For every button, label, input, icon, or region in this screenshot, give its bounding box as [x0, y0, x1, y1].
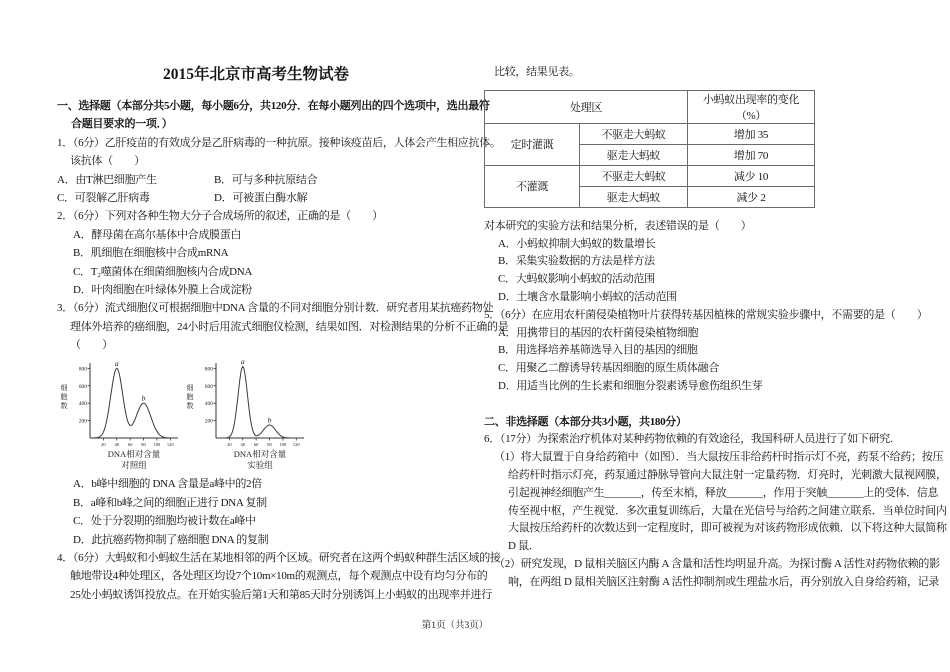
- figure-flow-cytometry: [57, 358, 475, 472]
- text-line: D．土壤含水量影响小蚂蚁的活动范围: [498, 290, 677, 303]
- svg-text:b: b: [267, 415, 272, 425]
- text-line: B．用选择培养基筛选导入目的基因的细胞: [498, 344, 698, 357]
- svg-text:20: 20: [227, 442, 232, 448]
- table-row: [485, 90, 815, 123]
- right-text-main: [484, 218, 947, 592]
- text-line: 6．（17分）为探索治疗机体对某种药物依赖的有效途径，我国科研人员进行了如下研究.: [484, 433, 893, 446]
- text-line: 触地带设4种处理区，各处理区均设7个10m×10m的观测点，每个观测点中设有均匀分布的: [70, 570, 488, 583]
- table-cell: 增加 70: [688, 144, 815, 165]
- text-line: [484, 396, 916, 414]
- svg-text:40: 40: [240, 442, 246, 448]
- svg-text:数: 数: [60, 402, 68, 411]
- text-line: 对本研究的实验方法和结果分析，表述错误的是（ ）: [484, 219, 752, 232]
- option-text: C．可裂解乙肝病毒: [57, 191, 150, 204]
- svg-text:60: 60: [127, 442, 133, 448]
- left-text-top: [57, 97, 509, 354]
- svg-text:120: 120: [292, 442, 300, 448]
- text-line: 3．（6分）流式细胞仪可根据细胞中DNA 含量的不同对细胞分别计数．研究者用某抗癌药物处: [57, 302, 494, 315]
- svg-text:DNA相对含量: DNA相对含量: [107, 449, 161, 460]
- svg-text:60: 60: [253, 442, 259, 448]
- text-line: A．酵母菌在高尔基体中合成膜蛋白: [73, 228, 242, 241]
- right-column: [484, 64, 947, 592]
- svg-text:实验组: 实验组: [247, 460, 273, 471]
- text-line: 25处小蚂蚁诱饵投放点。在开始实验后第1天和第85天时分别诱饵上小蚂蚁的出现率并进行: [70, 588, 492, 601]
- table-row: [485, 123, 815, 144]
- svg-text:600: 600: [78, 384, 87, 391]
- table-cell: 减少 2: [688, 186, 815, 207]
- svg-text:细: 细: [60, 384, 68, 393]
- table-cell: 减少 10: [688, 165, 815, 186]
- table-cell: 增加 35: [688, 123, 815, 144]
- text-line: 传至视中枢，产生视觉．多次重复训练后，大量在光信号与给药之间建立联系．当单位时间内: [508, 504, 947, 517]
- table-cell: 驱走大蚂蚁: [580, 186, 688, 207]
- text-line: 合题目要求的一项．）: [71, 118, 173, 131]
- table-cell: 定时灌溉: [485, 123, 580, 165]
- table-row: [485, 165, 815, 186]
- text-line: [57, 189, 475, 207]
- text-line: 理体外培养的癌细胞，24小时后用流式细胞仪检测，结果如图．对检测结果的分析不正确的是: [70, 320, 509, 333]
- svg-text:细: 细: [186, 384, 194, 393]
- text-line: 4．（6分）大蚂蚁和小蚂蚁生活在某地相邻的两个区域。研究者在这两个蚂蚁种群生活区域的接: [57, 552, 501, 565]
- table-cell: 不驱走大蚂蚁: [580, 123, 688, 144]
- table-cell: 处理区: [485, 90, 688, 123]
- text-line: 大鼠按压给药杆的次数达到一定程度时，即可被视为对该药物形成依赖．以下将这种大鼠简称: [508, 522, 947, 535]
- svg-text:200: 200: [204, 419, 213, 426]
- svg-text:胞: 胞: [60, 393, 68, 402]
- text-line: （2）研究发现，D 鼠相关脑区内酶 A 含量和活性均明显升高。为探讨酶 A 活性对药物依赖的影: [494, 557, 940, 570]
- svg-text:100: 100: [153, 442, 161, 448]
- text-line: [57, 171, 475, 189]
- svg-text:120: 120: [166, 442, 174, 448]
- svg-text:600: 600: [204, 384, 213, 391]
- svg-text:对照组: 对照组: [121, 460, 147, 471]
- text-line: 二、非选择题（本部分共3小题，共180分）: [484, 415, 687, 428]
- svg-text:20: 20: [101, 442, 106, 448]
- text-line: 响，在两组 D 鼠相关脑区注射酶 A 活性抑制剂或生理盐水后，再分别放入自身给药箱，记录: [508, 575, 940, 588]
- table-cell: 不驱走大蚂蚁: [580, 165, 688, 186]
- text-line: 5．（6分）在应用农杆菌侵染植物叶片获得转基因植株的常规实验步骤中，不需要的是（ ）: [484, 308, 928, 321]
- text-line: C．用聚乙二醇诱导转基因细胞的原生质体融合: [498, 362, 720, 375]
- left-text-bottom: [57, 475, 501, 604]
- table-cell: 驱走大蚂蚁: [580, 144, 688, 165]
- text-line: C．T₂噬菌体在细菌细胞核内合成DNA: [73, 265, 253, 278]
- svg-text:40: 40: [114, 442, 120, 448]
- right-text-intro: [484, 64, 916, 82]
- svg-text:a: a: [240, 358, 245, 367]
- text-line: C．处于分裂期的细胞均被计数在a峰中: [73, 515, 256, 528]
- svg-text:b: b: [141, 394, 146, 404]
- table-cell: 小蚂蚁出现率的变化（%）: [688, 90, 815, 123]
- results-table: [484, 90, 815, 208]
- text-line: A．用携带目的基因的农杆菌侵染植物细胞: [498, 326, 699, 339]
- left-column: [57, 97, 509, 604]
- text-line: 1．（6分）乙肝疫苗的有效成分是乙肝病毒的一种抗原。接种该疫苗后，人体会产生相应抗体。: [57, 136, 501, 149]
- svg-text:400: 400: [204, 401, 213, 408]
- text-line: A．b峰中细胞的 DNA 含量是a峰中的2倍: [73, 478, 262, 491]
- text-line: C．大蚂蚁影响小蚂蚁的活动范围: [498, 273, 655, 286]
- option-text: A．由T淋巴细胞产生: [57, 173, 157, 186]
- text-line: D．叶肉细胞在叶绿体外膜上合成淀粉: [73, 283, 252, 296]
- svg-text:400: 400: [78, 401, 87, 408]
- dna-histogram-control: [57, 358, 181, 472]
- text-line: （1）将大鼠置于自身给药箱中（如图）．当大鼠按压非给药杆时指示灯不亮，药泵不给药；按压: [494, 451, 944, 464]
- option-text: B．可与多种抗原结合: [214, 173, 318, 186]
- svg-text:数: 数: [186, 402, 194, 411]
- text-line: B．肌细胞在细胞核中合成mRNA: [73, 247, 229, 260]
- table-cell: 不灌溉: [485, 165, 580, 207]
- text-line: （ ）: [70, 339, 113, 352]
- svg-text:80: 80: [141, 442, 146, 448]
- text-line: 给药杆时指示灯亮，药泵通过静脉导管向大鼠注射一定量药物．灯亮时，光刺激大鼠视网膜，: [508, 468, 947, 481]
- text-line: D 鼠．: [508, 540, 540, 553]
- svg-text:DNA相对含量: DNA相对含量: [233, 449, 287, 460]
- text-line: B．a峰和b峰之间的细胞正进行 DNA 复制: [73, 496, 267, 509]
- text-line: A．小蚂蚁抑制大蚂蚁的数量增长: [498, 237, 656, 250]
- option-text: D．可被蛋白酶水解: [214, 191, 308, 204]
- text-line: 该抗体（ ）: [70, 155, 145, 168]
- text-line: 一、选择题（本部分共5小题，每小题6分，共120分．在每小题列出的四个选项中，选出最符: [57, 100, 490, 112]
- text-line: 比较，结果见表。: [494, 66, 580, 78]
- svg-text:800: 800: [78, 366, 87, 373]
- page-footer: 第1页（共3页）: [421, 621, 489, 631]
- text-line: 2．（6分）下列对各种生物大分子合成场所的叙述，正确的是（ ）: [57, 210, 383, 223]
- text-line: D．用适当比例的生长素和细胞分裂素诱导愈伤组织生芽: [498, 379, 763, 392]
- svg-text:80: 80: [267, 442, 272, 448]
- page-title: 2015年北京市高考生物试卷: [162, 66, 349, 83]
- svg-text:胞: 胞: [186, 393, 194, 402]
- svg-text:200: 200: [78, 419, 87, 426]
- dna-histogram-experimental: [183, 358, 307, 472]
- svg-text:800: 800: [204, 366, 213, 373]
- text-line: D．此抗癌药物抑制了癌细胞 DNA 的复制: [73, 533, 269, 546]
- svg-text:a: a: [114, 359, 119, 369]
- text-line: B．采集实验数据的方法是样方法: [498, 255, 655, 268]
- text-line: 引起视神经细胞产生_______，传至末梢，释放_______，作用于突触_______上的受体．信息: [508, 486, 939, 499]
- svg-text:100: 100: [279, 442, 287, 448]
